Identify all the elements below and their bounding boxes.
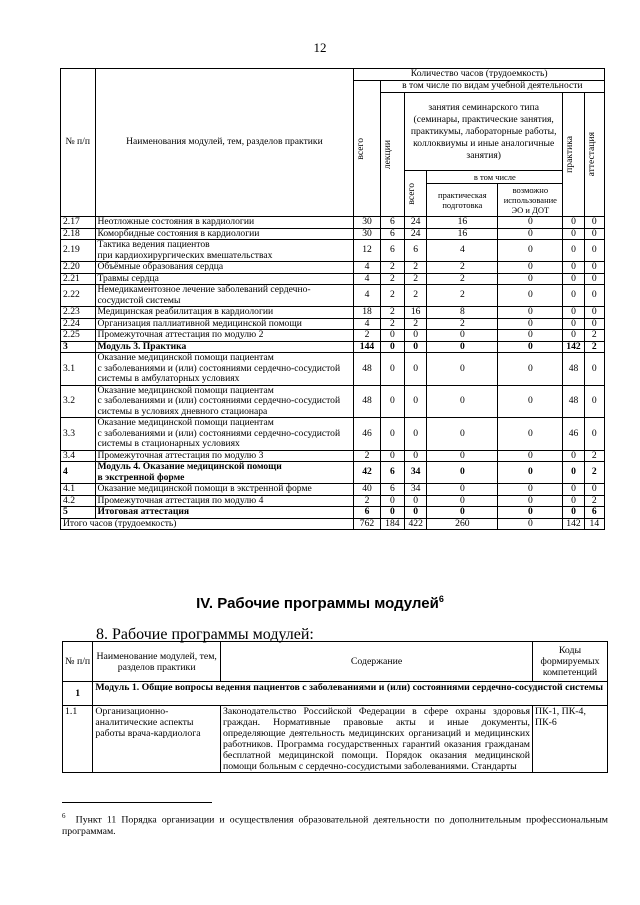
row-value: 4 (354, 262, 380, 274)
col-eo-dot-header: возможно использование ЭО и ДОТ (503, 185, 557, 215)
row-value: 6 (584, 507, 604, 519)
row-value: 0 (498, 484, 563, 496)
row-num: 2.17 (61, 217, 96, 229)
row-value: 2 (380, 307, 404, 319)
row-name: Объёмные образования сердца (95, 262, 354, 274)
row-value: 0 (427, 450, 498, 462)
row-value: 0 (498, 495, 563, 507)
row-value: 2 (354, 495, 380, 507)
col-practice-header: практика (563, 93, 584, 217)
row-num: 2.20 (61, 262, 96, 274)
row-name: Неотложные состояния в кардиологии (95, 217, 354, 229)
table-row (61, 273, 605, 285)
row-value: 0 (563, 507, 584, 519)
subheading: 8. Рабочие программы модулей: (96, 626, 314, 643)
row-value: 0 (380, 495, 404, 507)
row-value: 16 (405, 307, 427, 319)
row-value: 0 (563, 330, 584, 342)
row-value: 0 (498, 341, 563, 353)
row-value: 2 (427, 318, 498, 330)
col-total-header: всего (354, 81, 380, 217)
row-num: 3.4 (61, 450, 96, 462)
row-value: 0 (405, 385, 427, 418)
row-value: 2 (427, 285, 498, 307)
row-name: Промежуточная аттестация по модулю 3 (95, 450, 354, 462)
row-value: 0 (563, 285, 584, 307)
row-value: 0 (563, 273, 584, 285)
total-value: 184 (380, 518, 404, 530)
row-value: 0 (584, 418, 604, 451)
row-value: 0 (584, 307, 604, 319)
row-value: 30 (354, 228, 380, 240)
total-row (61, 518, 605, 530)
row-num: 2.19 (61, 240, 96, 262)
row-value: 0 (498, 330, 563, 342)
row-value: 4 (354, 318, 380, 330)
row-value: 12 (354, 240, 380, 262)
row-value: 0 (427, 330, 498, 342)
table-row (61, 217, 605, 229)
row-value: 0 (584, 353, 604, 386)
row-value: 0 (498, 507, 563, 519)
t2-name-header: Наименование модулей, тем, разделов практики (93, 642, 221, 682)
table-row (61, 353, 605, 386)
table-row (61, 318, 605, 330)
row-value: 0 (584, 240, 604, 262)
row-num: 4.2 (61, 495, 96, 507)
row-value: 0 (427, 341, 498, 353)
row-value: 0 (427, 385, 498, 418)
row-name: Тактика ведения пациентов при кардиохирургических вмешательствах (95, 240, 354, 262)
row-value: 0 (498, 462, 563, 484)
row-num: 2.22 (61, 285, 96, 307)
table-row (61, 262, 605, 274)
row-value: 0 (563, 240, 584, 262)
row-value: 0 (563, 262, 584, 274)
row-name: Промежуточная аттестация по модулю 4 (95, 495, 354, 507)
row-value: 48 (354, 385, 380, 418)
row-value: 34 (405, 484, 427, 496)
row-value: 0 (563, 495, 584, 507)
col-num-header: № п/п (61, 69, 96, 217)
table-row (61, 228, 605, 240)
total-label: Итого часов (трудоемкость) (61, 518, 354, 530)
row-value: 6 (380, 484, 404, 496)
row-value: 0 (584, 484, 604, 496)
row-value: 18 (354, 307, 380, 319)
row-value: 0 (380, 450, 404, 462)
row-value: 0 (563, 318, 584, 330)
row-value: 0 (498, 353, 563, 386)
row-num: 3 (61, 341, 96, 353)
row-name: Организация паллиативной медицинской помощи (95, 318, 354, 330)
topic-name: Организационно-аналитические аспекты работы врача-кардиолога (93, 706, 221, 773)
row-value: 0 (563, 450, 584, 462)
row-value: 0 (498, 240, 563, 262)
row-value: 0 (427, 462, 498, 484)
row-value: 142 (563, 341, 584, 353)
row-name: Итоговая аттестация (95, 507, 354, 519)
row-value: 0 (563, 307, 584, 319)
row-value: 4 (354, 273, 380, 285)
row-value: 2 (380, 285, 404, 307)
topic-content: Законодательство Российской Федерации в сфере охраны здоровья граждан. Нормативные правовые акты и иные документы, определяющие деятельность медицинских организаций и медицинских работников. Программа государственных гарантий оказания гражданам бесплатной медицинской помощи. Порядок оказания медицинской помощи больным с сердечно-сосудистыми заболеваниями. Стандарты (221, 706, 533, 773)
row-value: 0 (584, 273, 604, 285)
row-num: 3.2 (61, 385, 96, 418)
row-value: 0 (498, 217, 563, 229)
row-value: 2 (427, 273, 498, 285)
row-num: 3.3 (61, 418, 96, 451)
row-num: 2.25 (61, 330, 96, 342)
row-value: 46 (354, 418, 380, 451)
row-value: 0 (498, 385, 563, 418)
row-value: 0 (498, 262, 563, 274)
row-value: 0 (584, 228, 604, 240)
col-practical-training-header: практическая подготовка (427, 184, 498, 216)
row-value: 48 (354, 353, 380, 386)
row-value: 2 (354, 450, 380, 462)
col-incl-types-header: в том числе по видам учебной деятельности (380, 81, 604, 93)
row-value: 2 (405, 273, 427, 285)
row-num: 4 (61, 462, 96, 484)
row-name: Оказание медицинской помощи пациентам с заболеваниями и (или) состояниями сердечно-сосудистой системы в амбулаторных условиях (95, 353, 354, 386)
row-value: 0 (563, 462, 584, 484)
row-value: 2 (405, 318, 427, 330)
row-name: Травмы сердца (95, 273, 354, 285)
row-value: 2 (380, 318, 404, 330)
row-value: 0 (380, 330, 404, 342)
table-row (61, 484, 605, 496)
total-value: 260 (427, 518, 498, 530)
page-number: 12 (313, 40, 327, 55)
row-num: 2.18 (61, 228, 96, 240)
row-value: 2 (584, 341, 604, 353)
row-value: 0 (427, 495, 498, 507)
hours-table (60, 68, 605, 530)
col-lectures-header: лекции (380, 93, 404, 217)
row-value: 144 (354, 341, 380, 353)
row-value: 0 (380, 418, 404, 451)
row-value: 8 (427, 307, 498, 319)
row-value: 0 (380, 385, 404, 418)
row-value: 0 (405, 450, 427, 462)
row-value: 30 (354, 217, 380, 229)
row-value: 2 (380, 262, 404, 274)
col-sem-total-header: всего (405, 171, 427, 217)
total-value: 762 (354, 518, 380, 530)
row-value: 0 (405, 353, 427, 386)
row-value: 0 (584, 262, 604, 274)
total-value: 14 (584, 518, 604, 530)
row-value: 40 (354, 484, 380, 496)
row-value: 6 (405, 240, 427, 262)
row-value: 0 (427, 507, 498, 519)
table-row (61, 418, 605, 451)
module-num: 1 (63, 682, 93, 706)
row-value: 0 (405, 418, 427, 451)
t2-codes-header: Коды формируемых компетенций (533, 642, 608, 682)
table-row (61, 330, 605, 342)
row-value: 6 (380, 240, 404, 262)
row-value: 0 (380, 341, 404, 353)
row-value: 0 (427, 484, 498, 496)
row-name: Модуль 3. Практика (95, 341, 354, 353)
row-value: 0 (498, 450, 563, 462)
table-row (61, 307, 605, 319)
row-value: 2 (427, 262, 498, 274)
total-value: 422 (405, 518, 427, 530)
table-row (61, 507, 605, 519)
row-value: 0 (498, 273, 563, 285)
row-value: 0 (563, 217, 584, 229)
row-value: 0 (380, 507, 404, 519)
row-num: 4.1 (61, 484, 96, 496)
col-incl-header: в том числе (427, 171, 562, 184)
table-row (61, 495, 605, 507)
row-value: 4 (427, 240, 498, 262)
row-name: Оказание медицинской помощи в экстренной форме (95, 484, 354, 496)
row-value: 0 (427, 418, 498, 451)
row-name: Коморбидные состояния в кардиологии (95, 228, 354, 240)
col-name-header: Наименования модулей, тем, разделов практики (95, 69, 354, 217)
row-value: 2 (354, 330, 380, 342)
row-value: 4 (354, 285, 380, 307)
row-num: 5 (61, 507, 96, 519)
table-row (61, 341, 605, 353)
row-value: 24 (405, 228, 427, 240)
row-value: 0 (427, 353, 498, 386)
row-name: Модуль 4. Оказание медицинской помощи в экстренной форме (95, 462, 354, 484)
row-value: 0 (380, 353, 404, 386)
row-value: 0 (405, 341, 427, 353)
table-row (61, 450, 605, 462)
total-value: 0 (498, 518, 563, 530)
row-value: 34 (405, 462, 427, 484)
row-num: 2.21 (61, 273, 96, 285)
topic-codes: ПК-1, ПК-4, ПК-6 (533, 706, 608, 773)
row-value: 0 (405, 330, 427, 342)
row-value: 42 (354, 462, 380, 484)
table-row (61, 385, 605, 418)
row-name: Немедикаментозное лечение заболеваний сердечно-сосудистой системы (95, 285, 354, 307)
row-value: 0 (584, 318, 604, 330)
row-value: 2 (584, 330, 604, 342)
table-row (61, 462, 605, 484)
row-name: Медицинская реабилитация в кардиологии (95, 307, 354, 319)
row-value: 6 (380, 462, 404, 484)
row-value: 6 (354, 507, 380, 519)
row-value: 48 (563, 353, 584, 386)
footnote-divider (62, 802, 212, 803)
programs-table (62, 641, 608, 773)
row-value: 0 (405, 495, 427, 507)
row-value: 0 (498, 418, 563, 451)
t2-content-header: Содержание (221, 642, 533, 682)
col-attestation-header: аттестация (584, 93, 604, 217)
row-value: 2 (584, 450, 604, 462)
row-value: 0 (584, 385, 604, 418)
row-value: 0 (563, 484, 584, 496)
row-value: 2 (380, 273, 404, 285)
row-value: 48 (563, 385, 584, 418)
row-name: Оказание медицинской помощи пациентам с заболеваниями и (или) состояниями сердечно-сосудистой системы в условиях дневного стационара (95, 385, 354, 418)
row-value: 16 (427, 228, 498, 240)
row-value: 0 (405, 507, 427, 519)
row-value: 24 (405, 217, 427, 229)
row-value: 0 (584, 285, 604, 307)
col-seminar-header: занятия семинарского типа (семинары, практические занятия, практикумы, лабораторные работы, коллоквиумы и иные аналогичные занятия) (405, 93, 563, 171)
row-num: 2.23 (61, 307, 96, 319)
row-value: 6 (380, 228, 404, 240)
topic-num: 1.1 (63, 706, 93, 773)
total-value: 142 (563, 518, 584, 530)
row-value: 2 (584, 462, 604, 484)
row-num: 2.24 (61, 318, 96, 330)
row-value: 0 (498, 228, 563, 240)
row-value: 0 (584, 217, 604, 229)
row-value: 2 (405, 285, 427, 307)
row-value: 6 (380, 217, 404, 229)
row-value: 0 (498, 318, 563, 330)
row-value: 2 (405, 262, 427, 274)
col-hours-header: Количество часов (трудоемкость) (354, 69, 605, 81)
module-title: Модуль 1. Общие вопросы ведения пациентов с заболеваниями и (или) состояниями сердечно-сосудистой системы (93, 682, 608, 706)
row-value: 2 (584, 495, 604, 507)
row-num: 3.1 (61, 353, 96, 386)
row-name: Промежуточная аттестация по модулю 2 (95, 330, 354, 342)
table-row (61, 240, 605, 262)
row-value: 0 (498, 307, 563, 319)
row-name: Оказание медицинской помощи пациентам с заболеваниями и (или) состояниями сердечно-сосудистой системы в стационарных условиях (95, 418, 354, 451)
footnote: $^6$ Пункт 11 Порядка организации и осуществления образовательной деятельности по дополнительным профессиональным программам. (62, 812, 608, 838)
row-value: 16 (427, 217, 498, 229)
row-value: 0 (498, 285, 563, 307)
row-value: 0 (563, 228, 584, 240)
table-row (61, 285, 605, 307)
section-heading: IV. Рабочие программы модулей$^6$ (196, 594, 444, 612)
row-value: 46 (563, 418, 584, 451)
t2-num-header: № п/п (63, 642, 93, 682)
